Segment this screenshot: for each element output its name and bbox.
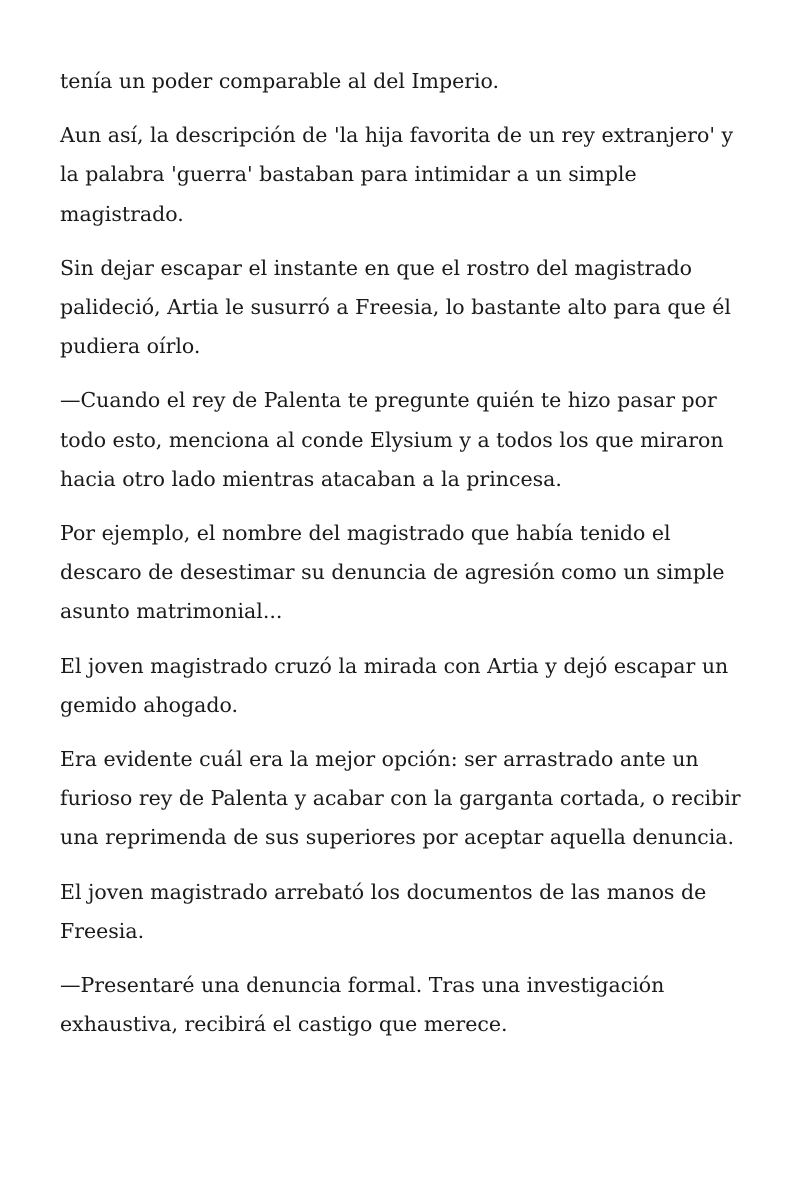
paragraph-4: —Cuando el rey de Palenta te pregunte quién te hizo pasar por todo esto, menciona al conde Elysium y a todos los que miraron hacia otro lado mientras atacaban a la princesa.	[60, 388, 724, 491]
paragraph-6: El joven magistrado cruzó la mirada con Artia y dejó escapar un gemido ahogado.	[60, 653, 729, 717]
paragraph-2: Aun así, la descripción de 'la hija favorita de un rey extranjero' y la palabra 'guerra' bastaban para intimidar a un simple magistrado.	[60, 123, 734, 226]
paragraph-5: Por ejemplo, el nombre del magistrado que había tenido el descaro de desestimar su denuncia de agresión como un simple asunto matrimonial...	[60, 521, 725, 624]
reading-page	[60, 62, 750, 1059]
paragraph-8: El joven magistrado arrebató los documentos de las manos de Freesia.	[60, 879, 707, 943]
paragraph-7: Era evidente cuál era la mejor opción: ser arrastrado ante un furioso rey de Palenta y acabar con la garganta cortada, o recibir una reprimenda de sus superiores por aceptar aquella denuncia.	[60, 747, 741, 850]
paragraph-3: Sin dejar escapar el instante en que el rostro del magistrado palideció, Artia le susurró a Freesia, lo bastante alto para que él pudiera oírlo.	[60, 255, 731, 359]
paragraph-9: —Presentaré una denuncia formal. Tras una investigación exhaustiva, recibirá el castigo que merece.	[60, 973, 665, 1037]
paragraph-1: tenía un poder comparable al del Imperio.	[60, 69, 500, 93]
